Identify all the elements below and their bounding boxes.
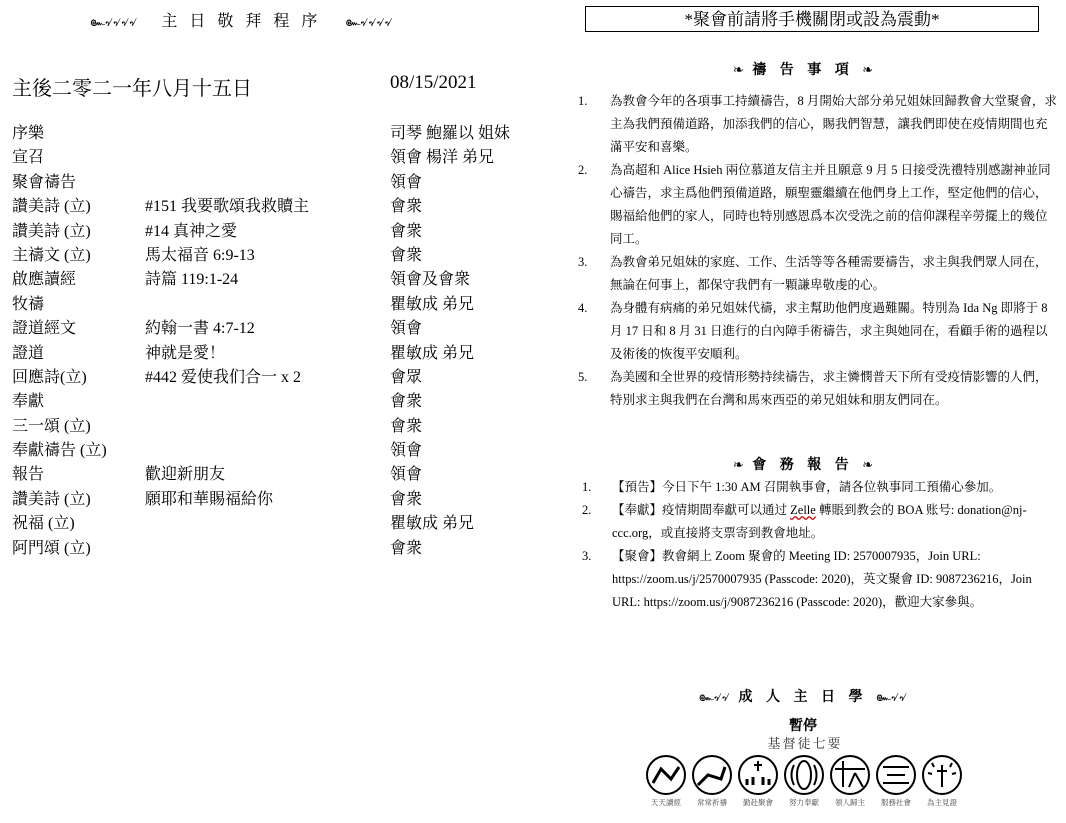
- program-row: [12, 392, 532, 416]
- program-leader: 會衆: [390, 417, 423, 435]
- sunday-school-section: [560, 686, 1046, 735]
- program-leader: 領會: [390, 320, 423, 338]
- program-item: 阿門頌 (立): [12, 539, 91, 557]
- program-row: [12, 344, 532, 368]
- program-item: 讚美詩 (立): [12, 198, 91, 216]
- vine-ornament-icon: ๛৵৵: [698, 689, 730, 704]
- witness-candle-icon: [923, 756, 961, 794]
- zelle-word: Zelle: [790, 503, 816, 517]
- sunday-school-title: 成 人 主 日 學: [738, 690, 868, 705]
- program-content: #151 我要歌頌我救贖主: [145, 198, 310, 216]
- prayer-icon: [693, 756, 731, 794]
- program-leader: 領會: [390, 442, 423, 460]
- program-item: 祝福 (立): [12, 515, 75, 533]
- report-item: [576, 499, 1056, 545]
- program-item: 讚美詩 (立): [12, 490, 91, 508]
- program-leader: 會衆: [390, 490, 423, 508]
- prayer-text: 為高超和 Alice Hsieh 兩位慕道友信主并且願意 9 月 5 日接受洗禮特別感謝神並同心禱告，求主爲他們預備道路，願聖靈繼續在他們身上工作，堅定他們的信心，賜福給他們的家人，同時也特別感恩爲本次受洗之前的信仰課程辛勞擺上的幾位同工。: [610, 163, 1051, 246]
- prayer-item: [572, 366, 1058, 412]
- program-item: 奉獻: [12, 393, 45, 411]
- program-row: [12, 539, 532, 563]
- prayer-number: 5.: [578, 370, 588, 384]
- program-content: 詩篇 119:1-24: [145, 271, 239, 289]
- prayer-text: 為教會今年的各項事工持續禱告，8 月開始大部分弟兄姐妹回歸教會大堂聚會，求主為我們預備道路，加添我們的信心，賜我們智慧，讓我們即使在疫情期間也充滿平安和喜樂。: [610, 94, 1057, 154]
- program-row: [12, 270, 532, 294]
- vine-ornament-icon: ๛৵৵: [876, 689, 908, 704]
- logo-caption: 努力奉獻: [789, 798, 819, 807]
- leaf-ornament-icon: ❧: [732, 457, 744, 472]
- gathering-icon: [739, 756, 777, 794]
- program-content: 約翰一書 4:7-12: [145, 320, 255, 338]
- program-leader: 會衆: [390, 222, 423, 240]
- prayer-item: [572, 251, 1058, 297]
- program-item: 報告: [12, 466, 45, 484]
- program-leader: 領會及會衆: [390, 271, 471, 289]
- program-item: 啟應讀經: [12, 271, 77, 289]
- report-number: 2.: [582, 503, 592, 517]
- prayer-text: 為美國和全世界的疫情形勢持续禱告，求主憐憫普天下所有受疫情影響的人們，特別求主與我們在台灣和馬來西亞的弟兄姐妹和朋友們同在。: [610, 370, 1048, 407]
- program-leader: 領會: [390, 173, 423, 191]
- logo-caption: 勤赴聚會: [743, 798, 773, 807]
- program-item: 證道: [12, 344, 45, 362]
- program-leader: 會衆: [390, 539, 423, 557]
- logo-caption: 天天讀經: [651, 798, 681, 807]
- prayer-number: 1.: [578, 94, 588, 108]
- service-icon: [877, 756, 915, 794]
- program-content: #14 真神之愛: [145, 222, 238, 240]
- program-row: [12, 490, 532, 514]
- report-text: 【預告】今日下午 1:30 AM 召開執事會，請各位執事同工預備心參加。: [612, 480, 1002, 494]
- program-row: [12, 173, 532, 197]
- program-row: [12, 295, 532, 319]
- program-content: #442 爱使我们合一 x 2: [145, 368, 302, 386]
- program-row: [12, 148, 532, 172]
- program-row: [12, 417, 532, 441]
- program-row: [12, 368, 532, 392]
- program-item: 讚美詩 (立): [12, 222, 91, 240]
- program-leader: 會衆: [390, 246, 423, 264]
- seven-essentials-logo: [643, 733, 967, 813]
- program-content: 願耶和華賜福給你: [145, 490, 274, 508]
- prayer-text: 為身體有病痛的弟兄姐妹代禱，求主幫助他們度過難關。特別為 Ida Ng 即將于 8 月 17 日和 8 月 31 日進行的白內障手術禱告，求主與她同在，看顧手術的過程以及術後的恢復平安順利。: [610, 301, 1048, 361]
- program-row: [12, 197, 532, 221]
- report-number: 1.: [582, 480, 592, 494]
- program-list: [12, 124, 532, 563]
- title-ornament-left: ๛৵৵৵৵: [90, 14, 138, 29]
- program-row: [12, 222, 532, 246]
- program-leader: 會衆: [390, 198, 423, 216]
- report-section-title: 會 務 報 告: [752, 458, 854, 473]
- program-leader: 領會: [390, 466, 423, 484]
- logo-caption: 服務社會: [881, 798, 911, 807]
- bible-reading-icon: [647, 756, 685, 794]
- prayer-number: 2.: [578, 163, 588, 177]
- offering-icon: [785, 756, 823, 794]
- logo-caption: 領人歸主: [835, 798, 865, 807]
- prayer-number: 3.: [578, 255, 588, 269]
- report-section-heading: [560, 454, 1046, 474]
- program-item: 牧禱: [12, 295, 45, 313]
- date-chinese: 主後二零二一年八月十五日: [12, 78, 252, 100]
- sunday-school-status: 暫停: [789, 719, 817, 734]
- report-item: [576, 545, 1056, 614]
- program-row: [12, 441, 532, 465]
- program-leader: 瞿敏成 弟兄: [390, 515, 475, 533]
- prayer-list: [572, 90, 1058, 412]
- prayer-item: [572, 90, 1058, 159]
- logo-title: 基督徒七要: [767, 737, 843, 752]
- prayer-number: 4.: [578, 301, 588, 315]
- program-leader: 會眾: [390, 368, 423, 386]
- program-item: 主禱文 (立): [12, 246, 91, 264]
- logo-caption: 為主見證: [927, 798, 957, 807]
- program-row: [12, 246, 532, 270]
- report-number: 3.: [582, 549, 592, 563]
- program-leader: 領會 楊洋 弟兄: [390, 149, 495, 167]
- program-leader: 司琴 鮑羅以 姐妹: [390, 125, 511, 142]
- program-item: 宣召: [12, 149, 45, 167]
- program-leader: 會衆: [390, 393, 423, 411]
- program-item: 聚會禱告: [12, 173, 77, 191]
- report-text: 【聚會】教會網上 Zoom 聚會的 Meeting ID: 2570007935，Join URL: https://zoom.us/j/2570007935 (Passcode: 2020)，英文聚會 ID: 9087236216，Join URL: https://zoom.us/j/9087236216 (Passcode: 2020)，歡迎大家參與。: [612, 549, 1032, 609]
- program-item: 證道經文: [12, 320, 77, 338]
- program-row: [12, 319, 532, 343]
- program-row: [12, 514, 532, 538]
- program-leader: 瞿敏成 弟兄: [390, 295, 475, 313]
- program-item: 三一頌 (立): [12, 417, 91, 435]
- program-row: [12, 465, 532, 489]
- evangelism-icon: [831, 756, 869, 794]
- prayer-item: [572, 297, 1058, 366]
- phone-notice-box: *聚會前請將手機關閉或設為震動*: [585, 6, 1039, 32]
- program-content: 歡迎新朋友: [145, 466, 226, 484]
- report-item: [576, 476, 1056, 499]
- prayer-text: 為教會弟兄姐妹的家庭、工作、生活等等各種需要禱告，求主與我們眾人同在，無論在何事上，都保守我們有一顆謙卑敬虔的心。: [610, 255, 1048, 292]
- program-item: 序樂: [12, 125, 45, 142]
- title-ornament-right: ๛৵৵৵৵: [345, 14, 393, 29]
- program-content: 馬太福音 6:9-13: [145, 246, 255, 264]
- program-leader: 瞿敏成 弟兄: [390, 344, 475, 362]
- report-list: [576, 476, 1056, 614]
- program-item: 回應詩(立): [12, 368, 87, 386]
- program-item: 奉獻禱告 (立): [12, 442, 107, 460]
- report-text-part: 【奉獻】疫情期間奉獻可以通过: [612, 503, 791, 517]
- announcements-panel: [560, 0, 1066, 823]
- report-text-part: 轉賬到教会的 BOA 账号: donation@nj-ccc.org，或直接將支票寄到教會地址。: [612, 503, 1027, 540]
- leaf-ornament-icon: ❧: [732, 62, 744, 77]
- program-row: [12, 124, 532, 148]
- sunday-school-heading: [560, 686, 1046, 709]
- seven-essentials-icons: [643, 755, 967, 795]
- prayer-section-heading: [560, 59, 1046, 79]
- program-content: 神就是愛！: [145, 344, 226, 362]
- prayer-section-title: 禱 告 事 項: [752, 63, 854, 78]
- date-english: 08/15/2021: [390, 72, 477, 93]
- leaf-ornament-icon: ❧: [862, 62, 874, 77]
- logo-caption: 常常祈禱: [697, 798, 727, 807]
- order-of-worship-title-text: 主 日 敬 拜 程 序: [161, 13, 322, 30]
- leaf-ornament-icon: ❧: [862, 457, 874, 472]
- order-of-worship-title: [90, 8, 393, 34]
- prayer-item: [572, 159, 1058, 251]
